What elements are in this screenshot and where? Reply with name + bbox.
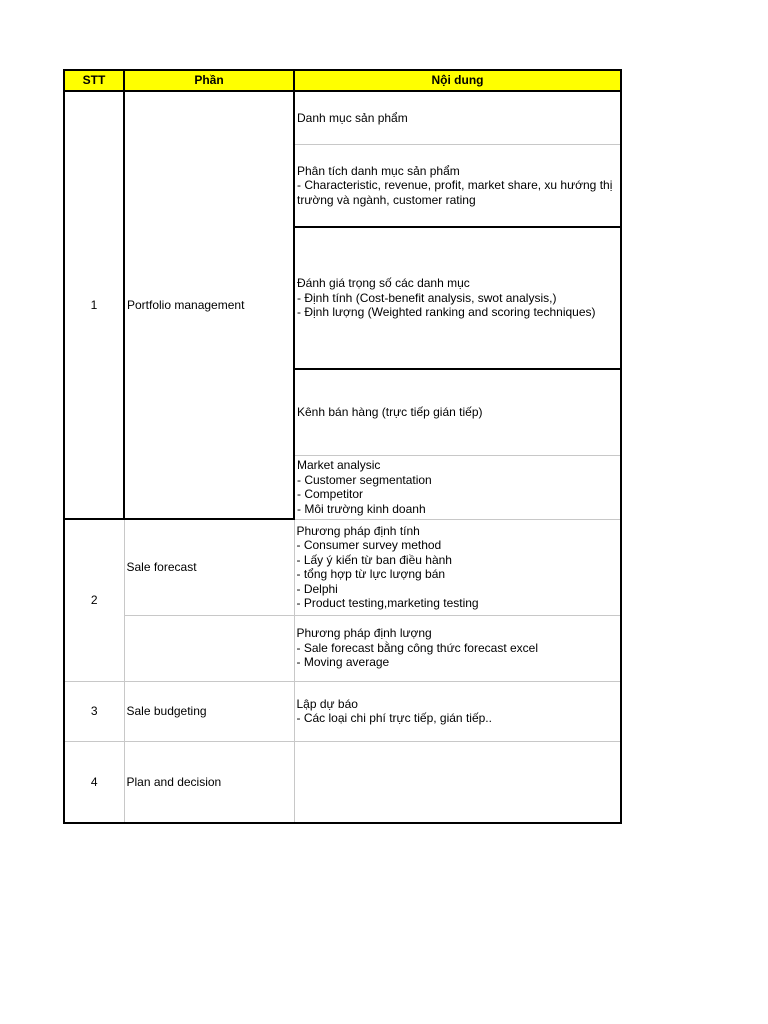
content-cell[interactable]: Danh mục sản phẩm (294, 91, 621, 144)
spreadsheet-table (63, 69, 622, 824)
table-row (64, 615, 621, 681)
table-row (64, 91, 621, 144)
content-cell[interactable]: Phương pháp định tính - Consumer survey method - Lấy ý kiến từ ban điều hành - tổng hợp từ lực lượng bán - Delphi - Product testing,marketing testing (294, 519, 621, 615)
phan-cell[interactable]: Sale budgeting (124, 681, 294, 741)
stt-cell[interactable]: 2 (64, 519, 124, 681)
phan-cell[interactable]: Portfolio management (124, 91, 294, 519)
table-row (64, 519, 621, 615)
content-cell[interactable]: Kênh bán hàng (trực tiếp gián tiếp) (294, 369, 621, 455)
content-cell[interactable]: Market analysic - Customer segmentation - Competitor - Môi trường kinh doanh (294, 455, 621, 519)
content-cell[interactable] (294, 741, 621, 823)
phan-cell[interactable]: Plan and decision (124, 741, 294, 823)
table-row (64, 741, 621, 823)
content-cell-selected[interactable]: Đánh giá trọng số các danh mục - Định tính (Cost-benefit analysis, swot analysis,) - Định lượng (Weighted ranking and scoring techniques) (294, 227, 621, 369)
header-phan[interactable]: Phần (124, 70, 294, 91)
content-cell[interactable]: Lập dự báo - Các loại chi phí trực tiếp, gián tiếp.. (294, 681, 621, 741)
header-noi-dung[interactable]: Nội dung (294, 70, 621, 91)
content-cell[interactable]: Phương pháp định lượng - Sale forecast bằng công thức forecast excel - Moving average (294, 615, 621, 681)
content-cell[interactable]: Phân tích danh mục sản phẩm - Characteristic, revenue, profit, market share, xu hướng thị trường và ngành, customer rating (294, 144, 621, 227)
table-row (64, 681, 621, 741)
header-stt[interactable]: STT (64, 70, 124, 91)
stt-cell[interactable]: 4 (64, 741, 124, 823)
header-row (64, 70, 621, 91)
stt-cell[interactable]: 1 (64, 91, 124, 519)
phan-cell[interactable] (124, 615, 294, 681)
stt-cell[interactable]: 3 (64, 681, 124, 741)
phan-cell[interactable]: Sale forecast (124, 519, 294, 615)
